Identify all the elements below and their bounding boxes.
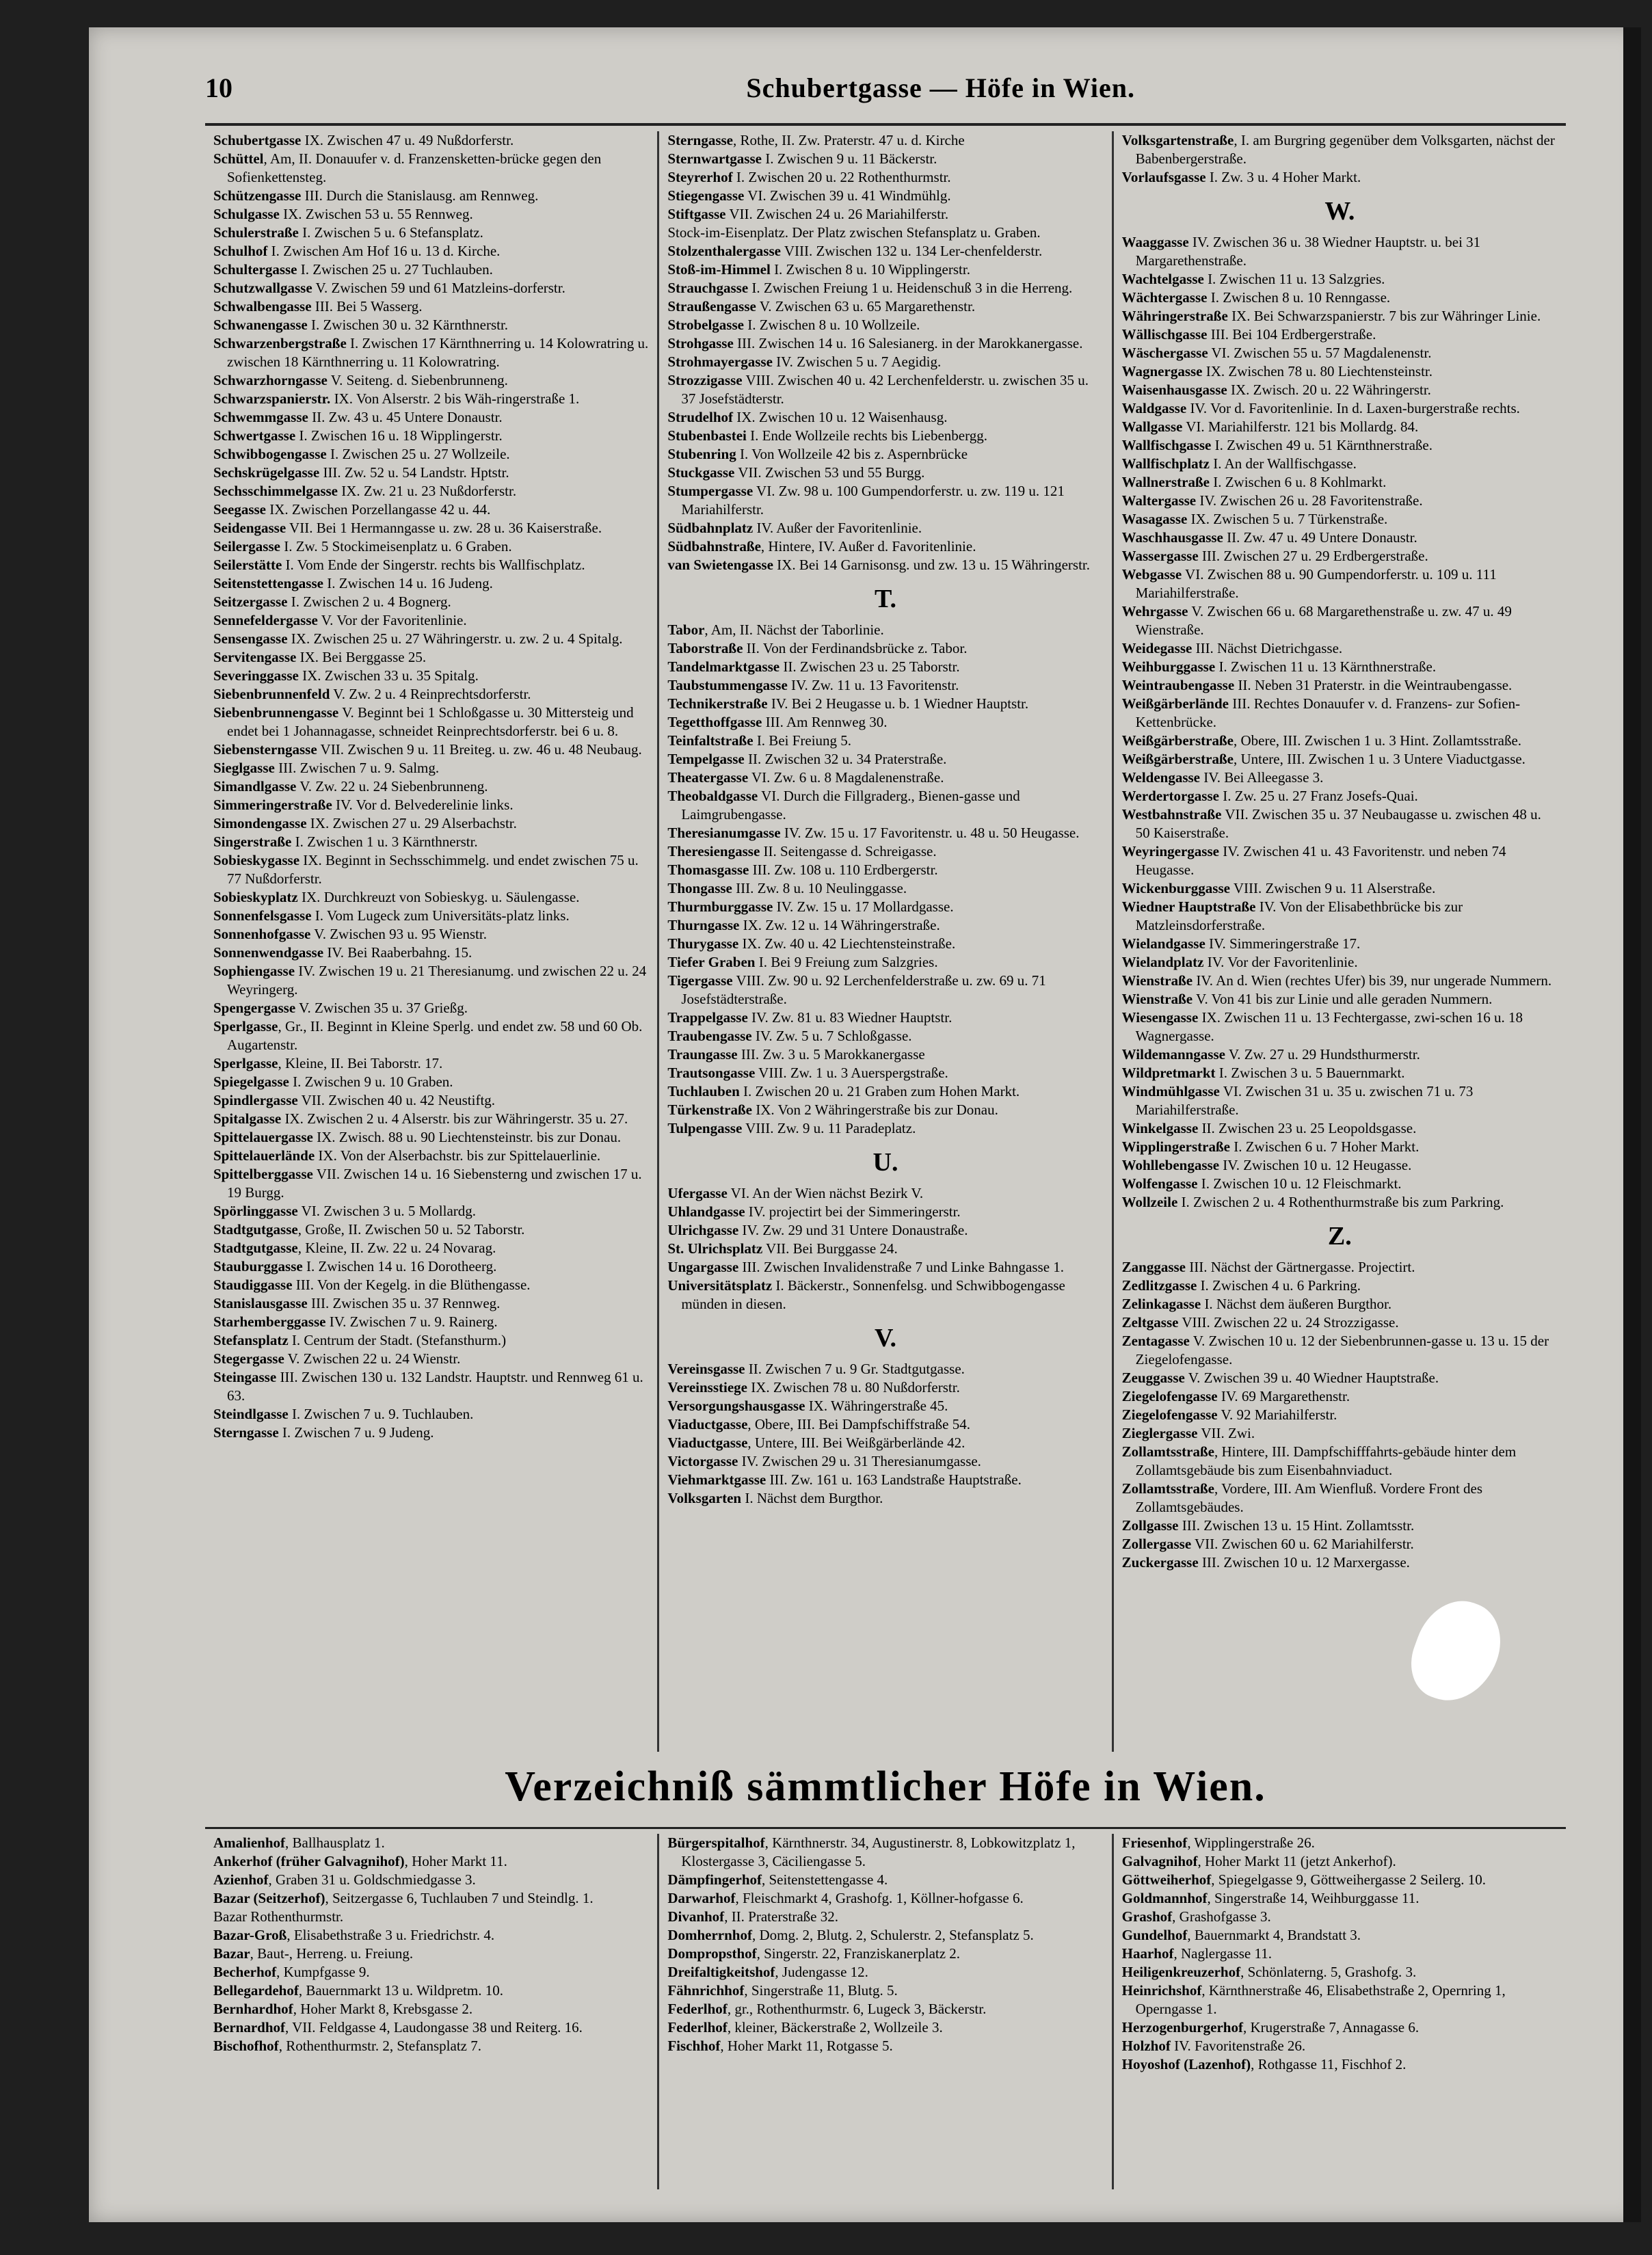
- index-entry: Stiftgasse VII. Zwischen 24 u. 26 Mariahilferstr.: [667, 206, 949, 222]
- index-entry: Ziegelofengasse V. 92 Mariahilferstr.: [1121, 1406, 1337, 1423]
- index-entry: Spindlergasse VII. Zwischen 40 u. 42 Neustiftg.: [213, 1092, 496, 1108]
- index-entry: Bazar-Groß, Elisabethstraße 3 u. Friedrichstr. 4.: [213, 1927, 495, 1943]
- index-entry: Wäschergasse VI. Zwischen 55 u. 57 Magdalenenstr.: [1121, 345, 1432, 361]
- index-entry: Strauchgasse I. Zwischen Freiung 1 u. Heidenschuß 3 in die Herreng.: [667, 280, 1073, 296]
- index-entry: Sieglgasse III. Zwischen 7 u. 9. Salmg.: [213, 760, 440, 776]
- index-entry: Schwertgasse I. Zwischen 16 u. 18 Wipplingerstr.: [213, 427, 503, 444]
- index-entry: Bürgerspitalhof, Kärnthnerstr. 34, Augustinerstr. 8, Lobkowitzplatz 1, Klostergasse 3, Cäciliengasse 5.: [667, 1834, 1076, 1869]
- index-entry: Straußengasse V. Zwischen 63 u. 65 Margarethenstr.: [667, 298, 976, 315]
- index-entry: Versorgungshausgasse IX. Währingerstraße 45.: [667, 1398, 948, 1414]
- index-entry: Wielandplatz IV. Vor der Favoritenlinie.: [1121, 954, 1358, 970]
- section-letter: V.: [874, 1324, 897, 1352]
- index-entry: Tulpengasse VIII. Zw. 9 u. 11 Paradeplatz.: [667, 1120, 916, 1136]
- index-entry: Bazar, Baut-, Herreng. u. Freiung.: [213, 1945, 414, 1962]
- index-entry: Vereinsstiege IX. Zwischen 78 u. 80 Nußdorferstr.: [667, 1379, 960, 1396]
- index-entry: Strohgasse III. Zwischen 14 u. 16 Salesianerg. in der Marokkanergasse.: [667, 335, 1083, 351]
- hofe-column-1: [205, 1834, 659, 2189]
- index-entry: Stuckgasse VII. Zwischen 53 und 55 Burgg.: [667, 464, 925, 481]
- index-entry: Sennefeldergasse V. Vor der Favoritenlinie.: [213, 612, 467, 628]
- index-entry: Vorlaufsgasse I. Zw. 3 u. 4 Hoher Markt.: [1121, 169, 1361, 185]
- index-entry: Wassergasse III. Zwischen 27 u. 29 Erdbergerstraße.: [1121, 548, 1428, 564]
- index-entry: Zanggasse III. Nächst der Gärtnergasse. Projectirt.: [1121, 1259, 1415, 1275]
- index-entry: Weintraubengasse II. Neben 31 Praterstr. in die Weintraubengasse.: [1121, 677, 1513, 693]
- index-entry: Zuckergasse III. Zwischen 10 u. 12 Marxergasse.: [1121, 1554, 1410, 1571]
- index-entry: Schüttel, Am, II. Donauufer v. d. Franzensketten-brücke gegen den Sofienkettensteg.: [213, 150, 602, 185]
- index-entry: Wachtelgasse I. Zwischen 11 u. 13 Salzgries.: [1121, 271, 1385, 287]
- index-entry: St. Ulrichsplatz VII. Bei Burggasse 24.: [667, 1240, 898, 1257]
- hofe-column-2: [659, 1834, 1113, 2189]
- column-1: [205, 131, 659, 1752]
- index-entry: Fischhof, Hoher Markt 11, Rotgasse 5.: [667, 2038, 893, 2054]
- index-entry: Wickenburggasse VIII. Zwischen 9 u. 11 Alserstraße.: [1121, 880, 1436, 896]
- index-entry: Schulgasse IX. Zwischen 53 u. 55 Rennweg.: [213, 206, 473, 222]
- index-entry: Azienhof, Graben 31 u. Goldschmiedgasse 3.: [213, 1871, 476, 1888]
- index-entry: Weißgärberlände III. Rechtes Donauufer v. d. Franzens- zur Sofien-Kettenbrücke.: [1121, 695, 1521, 730]
- index-entry: Wallfischgasse I. Zwischen 49 u. 51 Kärnthnerstraße.: [1121, 437, 1433, 453]
- index-entry: Südbahnplatz IV. Außer der Favoritenlinie.: [667, 520, 922, 536]
- index-entry: Schulerstraße I. Zwischen 5 u. 6 Stefansplatz.: [213, 224, 483, 241]
- index-entry: Servitengasse IX. Bei Berggasse 25.: [213, 649, 427, 665]
- index-entry: Seilerstätte I. Vom Ende der Singerstr. rechts bis Wallfischplatz.: [213, 557, 585, 573]
- index-entry: Währingerstraße IX. Bei Schwarzspanierstr. 7 bis zur Währinger Linie.: [1121, 308, 1541, 324]
- index-entry: Ziegelofengasse IV. 69 Margarethenstr.: [1121, 1388, 1350, 1404]
- index-entry: Schützengasse III. Durch die Stanislausg. am Rennweg.: [213, 187, 539, 204]
- index-entry: Sternwartgasse I. Zwischen 9 u. 11 Bäckerstr.: [667, 150, 937, 167]
- index-entry: Bazar Rothenthurmstr.: [213, 1908, 344, 1925]
- index-entry: Sonnenwendgasse IV. Bei Raaberbahng. 15.: [213, 944, 472, 961]
- index-entry: Tegetthoffgasse III. Am Rennweg 30.: [667, 714, 888, 730]
- index-entry: Sobieskygasse IX. Beginnt in Sechsschimmelg. und endet zwischen 75 u. 77 Nußdorferstr.: [213, 852, 639, 887]
- index-entry: Seegasse IX. Zwischen Porzellangasse 42 u. 44.: [213, 501, 491, 518]
- index-entry: Wasagasse IX. Zwischen 5 u. 7 Türkenstraße.: [1121, 511, 1388, 527]
- index-entry: Siebenbrunnengasse V. Beginnt bei 1 Schloßgasse u. 30 Mittersteig und endet bei 1 Johannagasse, schneidet Reinprechtsdorferstr. bei 6 u. 8.: [213, 704, 634, 739]
- index-entry: Weldengasse IV. Bei Alleegasse 3.: [1121, 769, 1324, 786]
- running-title: Schubertgasse — Höfe in Wien.: [746, 72, 1135, 103]
- index-entry: Zollamtsstraße, Hintere, III. Dampfschifffahrts-gebäude hinter dem Zollamtsgebäude bis zum Eisenbahnviaduct.: [1121, 1443, 1517, 1478]
- index-entry: Tuchlauben I. Zwischen 20 u. 21 Graben zum Hohen Markt.: [667, 1083, 1020, 1099]
- index-entry: Schwanengasse I. Zwischen 30 u. 32 Kärnthnerstr.: [213, 317, 509, 333]
- index-entry: Windmühlgasse VI. Zwischen 31 u. 35 u. zwischen 71 u. 73 Mariahilferstraße.: [1121, 1083, 1474, 1118]
- index-entry: Theresianumgasse IV. Zw. 15 u. 17 Favoritenstr. u. 48 u. 50 Heugasse.: [667, 825, 1080, 841]
- index-entry: Uhlandgasse IV. projectirt bei der Simmeringerstr.: [667, 1203, 961, 1220]
- index-entry: Spittelauergasse IX. Zwisch. 88 u. 90 Liechtensteinstr. bis zur Donau.: [213, 1129, 622, 1145]
- index-entry: Tabor, Am, II. Nächst der Taborlinie.: [667, 622, 884, 638]
- index-entry: Wipplingerstraße I. Zwischen 6 u. 7 Hoher Markt.: [1121, 1138, 1420, 1155]
- index-entry: Trautsongasse VIII. Zw. 1 u. 3 Auerspergstraße.: [667, 1065, 948, 1081]
- index-entry: Wildpretmarkt I. Zwischen 3 u. 5 Bauernmarkt.: [1121, 1065, 1405, 1081]
- index-entry: Zollergasse VII. Zwischen 60 u. 62 Mariahilferstr.: [1121, 1536, 1414, 1552]
- index-entry: Volksgartenstraße, I. am Burgring gegenüber dem Volksgarten, nächst der Babenbergerstraße.: [1121, 132, 1555, 167]
- index-entry: Friesenhof, Wipplingerstraße 26.: [1121, 1834, 1315, 1851]
- index-entry: Goldmannhof, Singerstraße 14, Weihburggasse 11.: [1121, 1890, 1420, 1906]
- index-entry: Strozzigasse VIII. Zwischen 40 u. 42 Lerchenfelderstr. u. zwischen 35 u. 37 Josefstädterstr.: [667, 372, 1089, 407]
- section-rule: [205, 1827, 1566, 1829]
- index-entry: Weihburggasse I. Zwischen 11 u. 13 Kärnthnerstraße.: [1121, 658, 1437, 675]
- index-entry: Strobelgasse I. Zwischen 8 u. 10 Wollzeile.: [667, 317, 920, 333]
- index-entry: Teinfaltstraße I. Bei Freiung 5.: [667, 732, 852, 749]
- index-entry: Wohllebengasse IV. Zwischen 10 u. 12 Heugasse.: [1121, 1157, 1412, 1173]
- index-entry: Volksgarten I. Nächst dem Burgthor.: [667, 1490, 883, 1506]
- index-entry: Taborstraße II. Von der Ferdinandsbrücke z. Tabor.: [667, 640, 968, 656]
- index-entry: Sperlgasse, Gr., II. Beginnt in Kleine Sperlg. und endet zw. 58 und 60 Ob. Augartenstr.: [213, 1018, 643, 1053]
- index-entry: Staudiggasse III. Von der Kegelg. in die Blüthengasse.: [213, 1277, 531, 1293]
- index-entry: Stubenbastei I. Ende Wollzeile rechts bis Liebenbergg.: [667, 427, 987, 444]
- index-entry: Divanhof, II. Praterstraße 32.: [667, 1908, 838, 1925]
- index-entry: Stiegengasse VI. Zwischen 39 u. 41 Windmühlg.: [667, 187, 951, 204]
- index-entry: Waltergasse IV. Zwischen 26 u. 28 Favoritenstraße.: [1121, 492, 1423, 509]
- index-entry: Tempelgasse II. Zwischen 32 u. 34 Praterstraße.: [667, 751, 947, 767]
- index-entry: Darwarhof, Fleischmarkt 4, Grashofg. 1, Köllner-hofgasse 6.: [667, 1890, 1024, 1906]
- index-entry: Spittelauerlände IX. Von der Alserbachstr. bis zur Spittelauerlinie.: [213, 1147, 601, 1164]
- index-entry: Wallfischplatz I. An der Wallfischgasse.: [1121, 455, 1357, 472]
- index-entry: Seitenstettengasse I. Zwischen 14 u. 16 Judeng.: [213, 575, 493, 591]
- index-entry: Severinggasse IX. Zwischen 33 u. 35 Spitalg.: [213, 667, 479, 684]
- index-entry: Schultergasse I. Zwischen 25 u. 27 Tuchlauben.: [213, 261, 493, 278]
- index-entry: Hoyoshof (Lazenhof), Rothgasse 11, Fischhof 2.: [1121, 2056, 1407, 2072]
- index-entry: Siebenbrunnenfeld V. Zw. 2 u. 4 Reinprechtsdorferstr.: [213, 686, 531, 702]
- index-entry: Wollzeile I. Zwischen 2 u. 4 Rothenthurmstraße bis zum Parkring.: [1121, 1194, 1504, 1210]
- index-entry: Wallnerstraße I. Zwischen 6 u. 8 Kohlmarkt.: [1121, 474, 1387, 490]
- index-entry: Siebensterngasse VII. Zwischen 9 u. 11 Breiteg. u. zw. 46 u. 48 Neubaug.: [213, 741, 642, 758]
- street-index-columns: [205, 131, 1566, 1752]
- index-entry: Technikerstraße IV. Bei 2 Heugasse u. b. 1 Wiedner Hauptstr.: [667, 695, 1029, 712]
- index-entry: Sonnenfelsgasse I. Vom Lugeck zum Universitäts-platz links.: [213, 907, 570, 924]
- index-entry: Schwalbengasse III. Bei 5 Wasserg.: [213, 298, 423, 315]
- hofe-column-3: [1114, 1834, 1566, 2189]
- index-entry: Westbahnstraße VII. Zwischen 35 u. 37 Neubaugasse u. zwischen 48 u. 50 Kaiserstraße.: [1121, 806, 1541, 841]
- index-entry: Simondengasse IX. Zwischen 27 u. 29 Alserbachstr.: [213, 815, 517, 831]
- section-title: Verzeichniß sämmtlicher Höfe in Wien.: [505, 1763, 1266, 1810]
- index-entry: Zieglergasse VII. Zwi.: [1121, 1425, 1255, 1441]
- index-entry: Weyringergasse IV. Zwischen 41 u. 43 Favoritenstr. und neben 74 Heugasse.: [1121, 843, 1506, 878]
- index-entry: Holzhof IV. Favoritenstraße 26.: [1121, 2038, 1306, 2054]
- index-entry: Schwarzspanierstr. IX. Von Alserstr. 2 bis Wäh-ringerstraße 1.: [213, 390, 580, 407]
- index-entry: Waldgasse IV. Vor d. Favoritenlinie. In d. Laxen-burgerstraße rechts.: [1121, 400, 1520, 416]
- index-entry: Seilergasse I. Zw. 5 Stockimeisenplatz u. 6 Graben.: [213, 538, 512, 555]
- index-entry: Ufergasse VI. An der Wien nächst Bezirk V.: [667, 1185, 924, 1201]
- index-entry: Bazar (Seitzerhof), Seitzergasse 6, Tuchlauben 7 und Steindlg. 1.: [213, 1890, 594, 1906]
- index-entry: Wiesengasse IX. Zwischen 11 u. 13 Fechtergasse, zwi-schen 16 u. 18 Wagnergasse.: [1121, 1009, 1523, 1044]
- index-entry: Sensengasse IX. Zwischen 25 u. 27 Währingerstr. u. zw. 2 u. 4 Spitalg.: [213, 630, 623, 647]
- index-entry: Theatergasse VI. Zw. 6 u. 8 Magdalenenstraße.: [667, 769, 944, 786]
- index-entry: Waisenhausgasse IX. Zwisch. 20 u. 22 Währingerstr.: [1121, 382, 1431, 398]
- index-entry: Webgasse VI. Zwischen 88 u. 90 Gumpendorferstr. u. 109 u. 111 Mariahilferstraße.: [1121, 566, 1497, 601]
- index-entry: van Swietengasse IX. Bei 14 Garnisonsg. und zw. 13 u. 15 Währingerstr.: [667, 557, 1091, 573]
- index-entry: Schwibbogengasse I. Zwischen 25 u. 27 Wollzeile.: [213, 446, 510, 462]
- index-entry: Zollgasse III. Zwischen 13 u. 15 Hint. Zollamtsstr.: [1121, 1517, 1415, 1534]
- index-entry: Tigergasse VIII. Zw. 90 u. 92 Lerchenfelderstraße u. zw. 69 u. 71 Josefstädterstraße.: [667, 972, 1046, 1007]
- index-entry: Dreifaltigkeitshof, Judengasse 12.: [667, 1964, 868, 1980]
- index-entry: Spitalgasse IX. Zwischen 2 u. 4 Alserstr. bis zur Währingerstr. 35 u. 27.: [213, 1110, 628, 1127]
- index-entry: Göttweiherhof, Spiegelgasse 9, Göttweihergasse 2 Seilerg. 10.: [1121, 1871, 1486, 1888]
- index-entry: Victorgasse IV. Zwischen 29 u. 31 Theresianumgasse.: [667, 1453, 981, 1469]
- column-2: [659, 131, 1113, 1752]
- index-entry: Stock-im-Eisenplatz. Der Platz zwischen Stefansplatz u. Graben.: [667, 224, 1041, 241]
- index-entry: Haarhof, Naglergasse 11.: [1121, 1945, 1272, 1962]
- index-entry: Federlhof, gr., Rothenthurmstr. 6, Lugeck 3, Bäckerstr.: [667, 2001, 987, 2017]
- index-entry: Wielandgasse IV. Simmeringerstraße 17.: [1121, 935, 1361, 952]
- index-entry: Thurygasse IX. Zw. 40 u. 42 Liechtensteinstraße.: [667, 935, 956, 952]
- index-entry: Zelinkagasse I. Nächst dem äußeren Burgthor.: [1121, 1296, 1392, 1312]
- index-entry: Zeltgasse VIII. Zwischen 22 u. 24 Strozzigasse.: [1121, 1314, 1399, 1331]
- index-entry: Viaductgasse, Obere, III. Bei Dampfschiffstraße 54.: [667, 1416, 970, 1432]
- section-letter: W.: [1324, 197, 1355, 226]
- index-entry: Waaggasse IV. Zwischen 36 u. 38 Wiedner Hauptstr. u. bei 31 Margarethenstraße.: [1121, 234, 1481, 269]
- index-entry: Sophiengasse IV. Zwischen 19 u. 21 Theresianumg. und zwischen 22 u. 24 Weyringerg.: [213, 963, 647, 998]
- index-entry: Tandelmarktgasse II. Zwischen 23 u. 25 Taborstr.: [667, 658, 960, 675]
- index-entry: Spiegelgasse I. Zwischen 9 u. 10 Graben.: [213, 1073, 453, 1090]
- index-entry: Südbahnstraße, Hintere, IV. Außer d. Favoritenlinie.: [667, 538, 976, 555]
- index-entry: Theobaldgasse VI. Durch die Fillgraderg., Bienen-gasse und Laimgrubengasse.: [667, 788, 1020, 823]
- index-entry: Sechskrügelgasse III. Zw. 52 u. 54 Landstr. Hptstr.: [213, 464, 509, 481]
- index-entry: Zollamtsstraße, Vordere, III. Am Wienfluß. Vordere Front des Zollamtsgebäudes.: [1121, 1480, 1483, 1515]
- index-entry: Stefansplatz I. Centrum der Stadt. (Stefansthurm.): [213, 1332, 507, 1348]
- index-entry: Becherhof, Kumpfgasse 9.: [213, 1964, 370, 1980]
- index-entry: Galvagnihof, Hoher Markt 11 (jetzt Ankerhof).: [1121, 1853, 1396, 1869]
- index-entry: Heiligenkreuzerhof, Schönlaterng. 5, Grashofg. 3.: [1121, 1964, 1417, 1980]
- index-entry: Stolzenthalergasse VIII. Zwischen 132 u. 134 Ler-chenfelderstr.: [667, 243, 1043, 259]
- index-entry: Sobieskyplatz IX. Durchkreuzt von Sobieskyg. u. Säulengasse.: [213, 889, 580, 905]
- index-entry: Dompropsthof, Singerstr. 22, Franziskanerplatz 2.: [667, 1945, 961, 1962]
- index-entry: Vereinsgasse II. Zwischen 7 u. 9 Gr. Stadtgutgasse.: [667, 1361, 965, 1377]
- index-entry: Steindlgasse I. Zwischen 7 u. 9. Tuchlauben.: [213, 1406, 474, 1422]
- index-entry: Thurngasse IX. Zw. 12 u. 14 Währingerstraße.: [667, 917, 940, 933]
- index-entry: Stadtgutgasse, Große, II. Zwischen 50 u. 52 Taborstr.: [213, 1221, 525, 1238]
- index-entry: Winkelgasse II. Zwischen 23 u. 25 Leopoldsgasse.: [1121, 1120, 1417, 1136]
- index-entry: Trappelgasse IV. Zw. 81 u. 83 Wiedner Hauptstr.: [667, 1009, 952, 1026]
- index-entry: Bellegardehof, Bauernmarkt 13 u. Wildpretm. 10.: [213, 1982, 503, 1999]
- index-entry: Wolfengasse I. Zwischen 10 u. 12 Fleischmarkt.: [1121, 1175, 1402, 1192]
- index-entry: Spittelberggasse VII. Zwischen 14 u. 16 Siebensterng und zwischen 17 u. 19 Burgg.: [213, 1166, 642, 1201]
- index-entry: Weißgärberstraße, Obere, III. Zwischen 1 u. 3 Hint. Zollamtsstraße.: [1121, 732, 1522, 749]
- index-entry: Strohmayergasse IV. Zwischen 5 u. 7 Aegidig.: [667, 353, 942, 370]
- index-entry: Wächtergasse I. Zwischen 8 u. 10 Renngasse.: [1121, 289, 1391, 306]
- index-entry: Wildemanngasse V. Zw. 27 u. 29 Hundsthurmerstr.: [1121, 1046, 1420, 1063]
- index-entry: Sterngasse I. Zwischen 7 u. 9 Judeng.: [213, 1424, 434, 1441]
- index-entry: Stumpergasse VI. Zw. 98 u. 100 Gumpendorferstr. u. zw. 119 u. 121 Mariahilferstr.: [667, 483, 1065, 518]
- index-entry: Thurmburggasse IV. Zw. 15 u. 17 Mollardgasse.: [667, 898, 954, 915]
- index-entry: Schulhof I. Zwischen Am Hof 16 u. 13 d. Kirche.: [213, 243, 501, 259]
- section-letter: T.: [874, 585, 896, 613]
- index-entry: Weißgärberstraße, Untere, III. Zwischen 1 u. 3 Untere Viaductgasse.: [1121, 751, 1526, 767]
- index-entry: Wallgasse VI. Mariahilferstr. 121 bis Mollardg. 84.: [1121, 418, 1419, 435]
- index-entry: Schwemmgasse II. Zw. 43 u. 45 Untere Donaustr.: [213, 409, 503, 425]
- index-entry: Steyrerhof I. Zwischen 20 u. 22 Rothenthurmstr.: [667, 169, 951, 185]
- index-entry: Traubengasse IV. Zw. 5 u. 7 Schloßgasse.: [667, 1028, 912, 1044]
- index-entry: Taubstummengasse IV. Zw. 11 u. 13 Favoritenstr.: [667, 677, 959, 693]
- index-entry: Herzogenburgerhof, Krugerstraße 7, Annagasse 6.: [1121, 2019, 1420, 2036]
- index-entry: Sechsschimmelgasse IX. Zw. 21 u. 23 Nußdorferstr.: [213, 483, 517, 499]
- index-entry: Thomasgasse III. Zw. 108 u. 110 Erdbergerstr.: [667, 862, 938, 878]
- index-entry: Singerstraße I. Zwischen 1 u. 3 Kärnthnerstr.: [213, 833, 478, 850]
- column-3: [1114, 131, 1566, 1752]
- page-edge-shadow: [1623, 27, 1641, 2222]
- index-entry: Spörlinggasse VI. Zwischen 3 u. 5 Mollardg.: [213, 1203, 477, 1219]
- index-entry: Wiedner Hauptstraße IV. Von der Elisabethbrücke bis zur Matzleinsdorferstraße.: [1121, 898, 1463, 933]
- index-entry: Gundelhof, Bauernmarkt 4, Brandstatt 3.: [1121, 1927, 1361, 1943]
- index-entry: Wagnergasse IX. Zwischen 78 u. 80 Liechtensteinstr.: [1121, 363, 1433, 379]
- page-number: 10: [205, 72, 232, 103]
- index-entry: Seidengasse VII. Bei 1 Hermanngasse u. zw. 28 u. 36 Kaiserstraße.: [213, 520, 602, 536]
- index-entry: Stanislausgasse III. Zwischen 35 u. 37 Rennweg.: [213, 1295, 501, 1311]
- index-entry: Wehrgasse V. Zwischen 66 u. 68 Margarethenstraße u. zw. 47 u. 49 Wienstraße.: [1121, 603, 1512, 638]
- index-entry: Werdertorgasse I. Zw. 25 u. 27 Franz Josefs-Quai.: [1121, 788, 1418, 804]
- index-entry: Universitätsplatz I. Bäckerstr., Sonnenfelsg. und Schwibbogengasse münden in diesen.: [667, 1277, 1065, 1312]
- index-entry: Sterngasse, Rothe, II. Zw. Praterstr. 47 u. d. Kirche: [667, 132, 965, 148]
- index-entry: Theresiengasse II. Seitengasse d. Schreigasse.: [667, 843, 937, 859]
- index-entry: Zentagasse V. Zwischen 10 u. 12 der Siebenbrunnen-gasse u. 13 u. 15 der Ziegelofengasse.: [1121, 1333, 1549, 1367]
- index-entry: Traungasse III. Zw. 3 u. 5 Marokkanergasse: [667, 1046, 925, 1063]
- index-entry: Grashof, Grashofgasse 3.: [1121, 1908, 1271, 1925]
- index-entry: Starhemberggasse IV. Zwischen 7 u. 9. Rainerg.: [213, 1313, 498, 1330]
- index-entry: Ulrichgasse IV. Zw. 29 und 31 Untere Donaustraße.: [667, 1222, 968, 1238]
- index-entry: Viaductgasse, Untere, III. Bei Weißgärberlände 42.: [667, 1435, 965, 1451]
- index-entry: Bernhardhof, Hoher Markt 8, Krebsgasse 2.: [213, 2001, 473, 2017]
- courtyard-index-columns: [205, 1834, 1566, 2189]
- header-rule: [205, 123, 1566, 126]
- index-entry: Stoß-im-Himmel I. Zwischen 8 u. 10 Wipplingerstr.: [667, 261, 970, 278]
- index-entry: Thongasse III. Zw. 8 u. 10 Neulinggasse.: [667, 880, 907, 896]
- index-entry: Waschhausgasse II. Zw. 47 u. 49 Untere Donaustr.: [1121, 529, 1417, 546]
- index-entry: Federlhof, kleiner, Bäckerstraße 2, Wollzeile 3.: [667, 2019, 943, 2036]
- index-entry: Simmeringerstraße IV. Vor d. Belvederelinie links.: [213, 797, 514, 813]
- index-entry: Amalienhof, Ballhausplatz 1.: [213, 1834, 385, 1851]
- index-entry: Zedlitzgasse I. Zwischen 4 u. 6 Parkring.: [1121, 1277, 1361, 1294]
- index-entry: Ungargasse III. Zwischen Invalidenstraße 7 und Linke Bahngasse 1.: [667, 1259, 1065, 1275]
- index-entry: Dämpfingerhof, Seitenstettengasse 4.: [667, 1871, 888, 1888]
- index-entry: Fähnrichhof, Singerstraße 11, Blutg. 5.: [667, 1982, 898, 1999]
- index-entry: Seitzergasse I. Zwischen 2 u. 4 Bognerg.: [213, 593, 451, 610]
- index-entry: Spengergasse V. Zwischen 35 u. 37 Grießg.: [213, 1000, 468, 1016]
- index-entry: Strudelhof IX. Zwischen 10 u. 12 Waisenhausg.: [667, 409, 948, 425]
- index-entry: Schutzwallgasse V. Zwischen 59 und 61 Matzleins-dorferstr.: [213, 280, 565, 296]
- index-entry: Heinrichshof, Kärnthnerstraße 46, Elisabethstraße 2, Opernring 1, Operngasse 1.: [1121, 1982, 1506, 2017]
- index-entry: Bischofhof, Rothenthurmstr. 2, Stefansplatz 7.: [213, 2038, 481, 2054]
- index-entry: Türkenstraße IX. Von 2 Währingerstraße bis zur Donau.: [667, 1102, 998, 1118]
- section-letter: U.: [872, 1148, 898, 1177]
- index-entry: Sperlgasse, Kleine, II. Bei Taborstr. 17.: [213, 1055, 443, 1071]
- index-entry: Domherrnhof, Domg. 2, Blutg. 2, Schulerstr. 2, Stefansplatz 5.: [667, 1927, 1034, 1943]
- index-entry: Schwarzhorngasse V. Seiteng. d. Siebenbrunneng.: [213, 372, 508, 388]
- index-entry: Ankerhof (früher Galvagnihof), Hoher Markt 11.: [213, 1853, 507, 1869]
- index-entry: Schubertgasse IX. Zwischen 47 u. 49 Nußdorferstr.: [213, 132, 514, 148]
- index-entry: Viehmarktgasse III. Zw. 161 u. 163 Landstraße Hauptstraße.: [667, 1471, 1022, 1488]
- index-entry: Tiefer Graben I. Bei 9 Freiung zum Salzgries.: [667, 954, 938, 970]
- index-entry: Simandlgasse V. Zw. 22 u. 24 Siebenbrunneng.: [213, 778, 488, 795]
- index-entry: Sonnenhofgasse V. Zwischen 93 u. 95 Wienstr.: [213, 926, 487, 942]
- index-entry: Stegergasse V. Zwischen 22 u. 24 Wienstr.: [213, 1350, 461, 1367]
- index-entry: Stadtgutgasse, Kleine, II. Zw. 22 u. 24 Novarag.: [213, 1240, 496, 1256]
- index-entry: Schwarzenbergstraße I. Zwischen 17 Kärnthnerring u. 14 Kolowratring u. zwischen 18 Kärnthnerring u. 11 Kolowratring.: [213, 335, 649, 370]
- index-entry: Stauburggasse I. Zwischen 14 u. 16 Dorotheerg.: [213, 1258, 497, 1275]
- index-entry: Weidegasse III. Nächst Dietrichgasse.: [1121, 640, 1343, 656]
- index-entry: Zeuggasse V. Zwischen 39 u. 40 Wiedner Hauptstraße.: [1121, 1370, 1439, 1386]
- index-entry: Wienstraße V. Von 41 bis zur Linie und alle geraden Nummern.: [1121, 991, 1493, 1007]
- index-entry: Stubenring I. Von Wollzeile 42 bis z. Aspernbrücke: [667, 446, 968, 462]
- index-entry: Bernardhof, VII. Feldgasse 4, Laudongasse 38 und Reiterg. 16.: [213, 2019, 583, 2036]
- section-letter: Z.: [1327, 1222, 1352, 1251]
- index-entry: Wällischgasse III. Bei 104 Erdbergerstraße.: [1121, 326, 1376, 343]
- index-entry: Steingasse III. Zwischen 130 u. 132 Landstr. Hauptstr. und Rennweg 61 u. 63.: [213, 1369, 643, 1404]
- page-header: [205, 72, 1135, 113]
- index-entry: Wienstraße IV. An d. Wien (rechtes Ufer) bis 39, nur ungerade Nummern.: [1121, 972, 1552, 989]
